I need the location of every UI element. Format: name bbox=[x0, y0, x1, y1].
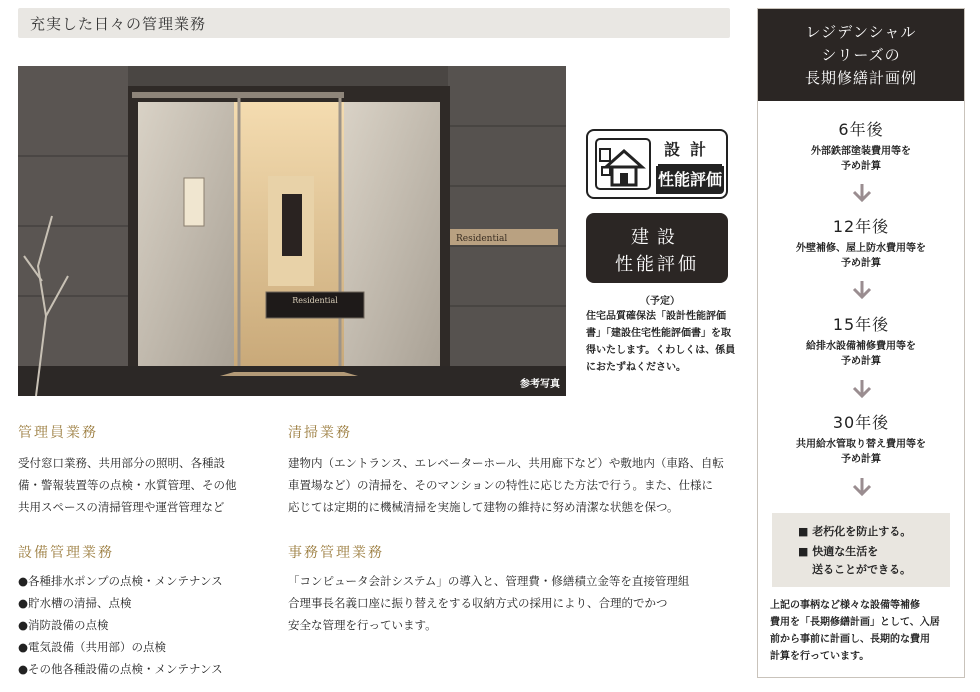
repair-step-6 bbox=[758, 117, 964, 174]
step-year: 12年後 bbox=[832, 217, 890, 236]
step-year: 15年後 bbox=[832, 315, 890, 334]
manager-duties-text bbox=[18, 452, 268, 518]
step-description bbox=[758, 437, 964, 467]
benefit-line: ■ 老朽化を防止する。 bbox=[798, 525, 912, 538]
list-item: ●その他各種設備の点検・メンテナンス bbox=[18, 662, 223, 676]
entrance-illustration bbox=[18, 66, 566, 396]
step-desc-line: 予め計算 bbox=[841, 258, 881, 269]
photo-caption: 参考写真 bbox=[520, 379, 560, 390]
text-line: 「コンピュータ会計システム」の導入と、管理費・修繕積立金等を直接管理組 bbox=[288, 574, 690, 588]
step-desc-line: 予め計算 bbox=[841, 161, 881, 172]
text-line: 車置場など）の清掃を、そのマンションの特性に応じた方法で行う。また、仕様に bbox=[288, 478, 713, 492]
step-description bbox=[758, 339, 964, 369]
equipment-duties-title: 設備管理業務 bbox=[18, 545, 114, 561]
step-year: 6年後 bbox=[838, 120, 884, 139]
repair-step-15 bbox=[758, 312, 964, 369]
cleaning-duties-text bbox=[288, 452, 748, 518]
footnote-line: 費用を「長期修繕計画」として、入居 bbox=[770, 617, 940, 628]
long-term-repair-panel bbox=[757, 8, 965, 678]
step-desc-line: 共用給水管取り替え費用等を bbox=[796, 439, 926, 450]
footnote-line: 計算を行っています。 bbox=[770, 651, 870, 662]
text-line: 合理事長名義口座に振り替えをする収納方式の採用により、合理的でかつ bbox=[288, 596, 668, 610]
down-arrow-icon bbox=[851, 378, 873, 400]
repair-plan-title-line: レジデンシャル bbox=[805, 23, 917, 41]
step-description bbox=[758, 241, 964, 271]
down-arrow-icon bbox=[851, 182, 873, 204]
evaluation-note: 住宅品質確保法「設計性能評価書」「建設住宅性能評価書」を取得いたします。くわしくは、係員におたずねください。 bbox=[586, 311, 736, 373]
construction-evaluation-badge bbox=[586, 213, 728, 283]
house-icon bbox=[594, 137, 652, 191]
repair-plan-title bbox=[758, 9, 964, 101]
repair-step-12 bbox=[758, 214, 964, 271]
step-year: 30年後 bbox=[832, 413, 890, 432]
sign-text: Residential bbox=[456, 234, 508, 244]
step-desc-line: 予め計算 bbox=[841, 454, 881, 465]
planned-label: （予定） bbox=[640, 296, 680, 307]
repair-plan-title-line: 長期修繕計画例 bbox=[804, 69, 917, 87]
repair-plan-title-line: シリーズの bbox=[821, 46, 901, 64]
step-description bbox=[758, 144, 964, 174]
benefit-line: ■ 快適な生活を bbox=[798, 545, 879, 558]
office-duties-title: 事務管理業務 bbox=[288, 545, 384, 561]
step-desc-line: 給排水設備補修費用等を bbox=[806, 341, 916, 352]
text-line: 共用スペースの清掃管理や運営管理など bbox=[18, 500, 225, 514]
footnote-line: 上記の事柄など様々な設備等補修 bbox=[770, 600, 920, 611]
step-desc-line: 外壁補修、屋上防水費用等を bbox=[796, 243, 926, 254]
cleaning-duties-title: 清掃業務 bbox=[288, 425, 352, 441]
construction-performance-label: 性能評価 bbox=[615, 254, 699, 275]
design-label: 設計 bbox=[658, 136, 722, 166]
text-line: 受付窓口業務、共用部分の照明、各種設 bbox=[18, 456, 225, 470]
header-bar bbox=[18, 8, 730, 38]
step-desc-line: 外部鉄部塗装費用等を bbox=[811, 146, 911, 157]
mat-text: Residential bbox=[292, 296, 338, 305]
entrance-photo bbox=[18, 66, 566, 396]
list-item: ●電気設備（共用部）の点検 bbox=[18, 640, 167, 654]
list-item: ●貯水槽の清掃、点検 bbox=[18, 596, 132, 610]
text-line: 応じては定期的に機械清掃を実施して建物の維持に努め清潔な状態を保つ。 bbox=[288, 500, 679, 514]
page-title: 充実した日々の管理業務 bbox=[30, 15, 207, 33]
down-arrow-icon bbox=[851, 279, 873, 301]
footnote-line: 前から事前に計画し、長期的な費用 bbox=[770, 634, 930, 645]
design-evaluation-badge bbox=[586, 129, 728, 199]
text-line: 建物内（エントランス、エレベーターホール、共用廊下など）や敷地内（車路、自転 bbox=[288, 456, 724, 470]
manager-duties-title: 管理員業務 bbox=[18, 425, 98, 441]
repair-step-30 bbox=[758, 410, 964, 467]
equipment-duties-list bbox=[18, 570, 278, 680]
text-line: 安全な管理を行っています。 bbox=[288, 618, 437, 632]
benefit-line: 送ることができる。 bbox=[812, 563, 911, 576]
list-item: ●消防設備の点検 bbox=[18, 618, 109, 632]
repair-plan-footnote bbox=[770, 597, 956, 665]
list-item: ●各種排水ポンプの点検・メンテナンス bbox=[18, 574, 223, 588]
step-desc-line: 予め計算 bbox=[841, 356, 881, 367]
down-arrow-icon bbox=[851, 476, 873, 498]
design-performance-label: 性能評価 bbox=[656, 166, 724, 194]
construction-label: 建設 bbox=[631, 227, 683, 248]
benefit-box bbox=[772, 513, 950, 587]
office-duties-text bbox=[288, 570, 748, 636]
text-line: 備・警報装置等の点検・水質管理、その他 bbox=[18, 478, 237, 492]
